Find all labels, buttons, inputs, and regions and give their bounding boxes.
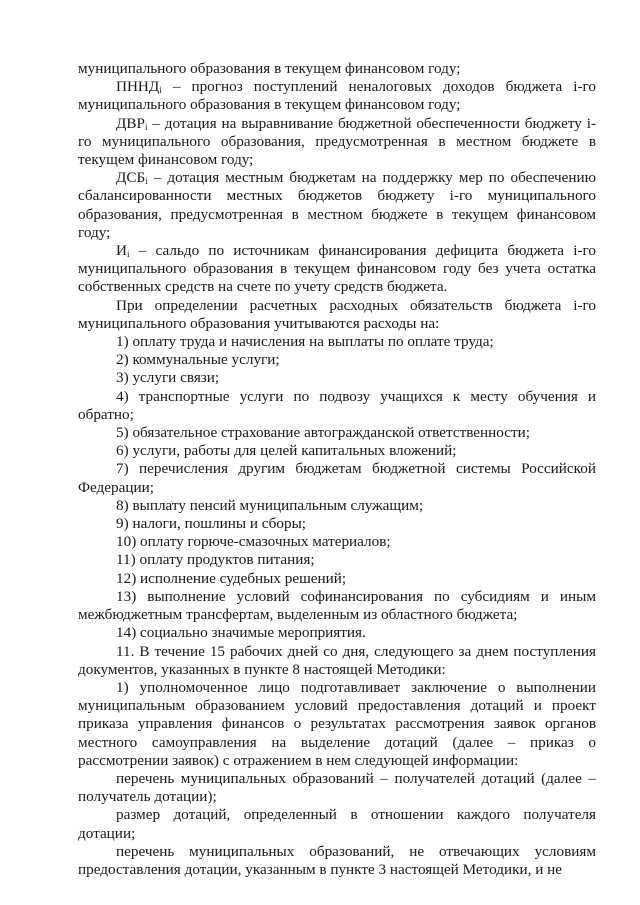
list-item: 9) налоги, пошлины и сборы; — [116, 515, 307, 533]
definition-pnnd — [78, 78, 596, 114]
term-subscript: i — [144, 121, 148, 132]
definition-dsb — [78, 169, 596, 242]
list-item: 13) выполнение условий софинансирования по субсидиям и иным межбюджетным трансфертам, выделенным из областного бюджета; — [78, 587, 596, 624]
list-item: 2) коммунальные услуги; — [116, 351, 280, 369]
definition-text: – прогноз поступлений неналоговых доходов бюджета i-го муниципального образования в текущем финансовом году; — [78, 78, 596, 114]
term-dsb: ДСБ — [116, 169, 146, 187]
document-page — [78, 60, 596, 879]
definition-text: – дотация местным бюджетам на поддержку мер по обеспечению сбалансированности местных бюджетов бюджету i-го муниципального образования, предусмотренная в местном бюджете в текущем финансовом году; — [78, 169, 596, 241]
paragraph-nonqualifying-list: перечень муниципальных образований, не отвечающих условиям предоставления дотации, указанным в пункте 3 настоящей Методики, и не — [78, 842, 596, 878]
term-subscript: i — [126, 249, 130, 260]
paragraph-recipients-list: перечень муниципальных образований – получателей дотаций (далее – получатель дотации); — [78, 769, 596, 806]
term-subscript: i — [159, 85, 162, 96]
list-item: 4) транспортные услуги по подвозу учащихся к месту обучения и обратно; — [78, 387, 596, 423]
paragraph-continuation: муниципального образования в текущем финансовом году; — [78, 60, 461, 77]
list-item: 10) оплату горюче-смазочных материалов; — [116, 533, 391, 551]
list-item: 3) услуги связи; — [116, 369, 220, 387]
list-item: 12) исполнение судебных решений; — [116, 569, 347, 587]
paragraph-expenses-intro: При определении расчетных расходных обязательств бюджета i-го муниципального образования учитываются расходы на: — [78, 296, 596, 332]
term-pnnd: ПННД — [116, 78, 160, 96]
definition-i — [78, 242, 596, 297]
list-item: 8) выплату пенсий муниципальным служащим; — [116, 496, 424, 514]
list-item: 14) социально значимые мероприятия. — [116, 624, 366, 642]
list-item: 1) оплату труда и начисления на выплаты по оплате труда; — [116, 333, 494, 351]
paragraph-section-11: 11. В течение 15 рабочих дней со дня, следующего за днем поступления документов, указанных в пункте 8 настоящей Методики: — [78, 642, 596, 678]
paragraph-subitem-1: 1) уполномоченное лицо подготавливает заключение о выполнении муниципальным образованием условий предоставления дотаций и проект приказа управления финансов о результатах рассмотрения заявок органов местного самоуправления на выделение дотаций (далее – приказ о рассмотрении заявок) с отражением в нем следующей информации: — [78, 678, 596, 769]
term-subscript: i — [145, 176, 148, 187]
list-item: 5) обязательное страхование автогражданской ответственности; — [116, 424, 530, 442]
definition-text: – сальдо по источникам финансирования дефицита бюджета i-го муниципального образования в текущем финансовом году без учета остатка собственных средств на счете по учету средств бюджета. — [78, 242, 596, 296]
definition-text: – дотация на выравнивание бюджетной обеспеченности бюджету i-го муниципального образования, предусмотренная в местном бюджете в текущем финансовом году; — [78, 114, 596, 169]
paragraph-grant-amount: размер дотаций, определенный в отношении каждого получателя дотации; — [78, 806, 596, 842]
list-item: 7) перечисления другим бюджетам бюджетной системы Российской Федерации; — [78, 460, 596, 496]
term-i: И — [116, 242, 127, 260]
list-item: 11) оплату продуктов питания; — [116, 551, 315, 569]
term-dvr: ДВР — [116, 114, 145, 132]
list-item: 6) услуги, работы для целей капитальных вложений; — [116, 442, 457, 460]
definition-dvr — [78, 115, 596, 170]
